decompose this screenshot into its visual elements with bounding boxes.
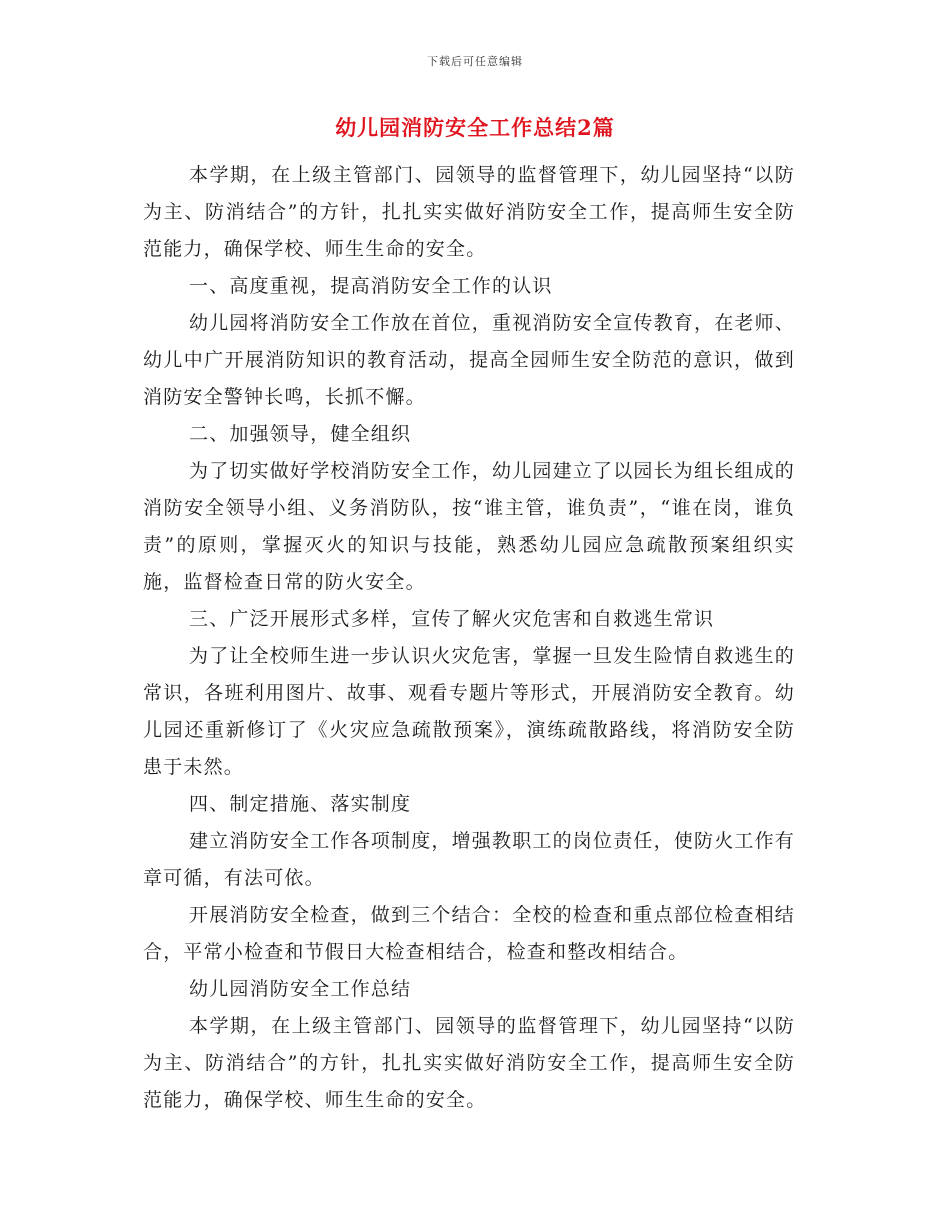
paragraph-section-2: 为了切实做好学校消防安全工作，幼儿园建立了以园长为组长组成的消防安全领导小组、义务消防队，按“谁主管，谁负责”，“谁在岗，谁负责”的原则，掌握灭火的知识与技能，熟悉幼儿园应急疏散预案组织实施，监督检查日常的防火安全。 <box>143 460 796 593</box>
header-note: 下载后可任意编辑 <box>427 55 523 68</box>
paragraph-section-4a: 建立消防安全工作各项制度，增强教职工的岗位责任，使防火工作有章可循，有法可依。 <box>143 830 796 889</box>
section-heading-2: 二、加强领导，健全组织 <box>189 423 412 445</box>
paragraph-section-3: 为了让全校师生进一步认识火灾危害，掌握一旦发生险情自救逃生的常识，各班利用图片、故事、观看专题片等形式，开展消防安全教育。幼儿园还重新修订了《火灾应急疏散预案》，演练疏散路线，将消防安全防患于未然。 <box>143 645 796 778</box>
section-heading-4: 四、制定措施、落实制度 <box>189 793 412 815</box>
subtitle-second-summary: 幼儿园消防安全工作总结 <box>189 978 412 1000</box>
section-heading-1: 一、高度重视，提高消防安全工作的认识 <box>189 275 553 297</box>
paragraph-second-intro: 本学期，在上级主管部门、园领导的监督管理下，幼儿园坚持“以防为主、防消结合”的方针，扎扎实实做好消防安全工作，提高师生安全防范能力，确保学校、师生生命的安全。 <box>143 1015 795 1111</box>
document-body <box>143 157 795 1119</box>
section-heading-3: 三、广泛开展形式多样，宣传了解火灾危害和自救逃生常识 <box>189 608 715 630</box>
paragraph-intro: 本学期，在上级主管部门、园领导的监督管理下，幼儿园坚持“以防为主、防消结合”的方针，扎扎实实做好消防安全工作，提高师生安全防范能力，确保学校、师生生命的安全。 <box>143 164 795 260</box>
paragraph-section-4b: 开展消防安全检查，做到三个结合：全校的检查和重点部位检查相结合，平常小检查和节假日大检查相结合，检查和整改相结合。 <box>143 904 796 963</box>
paragraph-section-1: 幼儿园将消防安全工作放在首位，重视消防安全宣传教育，在老师、幼儿中广开展消防知识的教育活动，提高全园师生安全防范的意识，做到消防安全警钟长鸣，长抓不懈。 <box>143 312 796 408</box>
document-title: 幼儿园消防安全工作总结2篇 <box>335 115 615 140</box>
